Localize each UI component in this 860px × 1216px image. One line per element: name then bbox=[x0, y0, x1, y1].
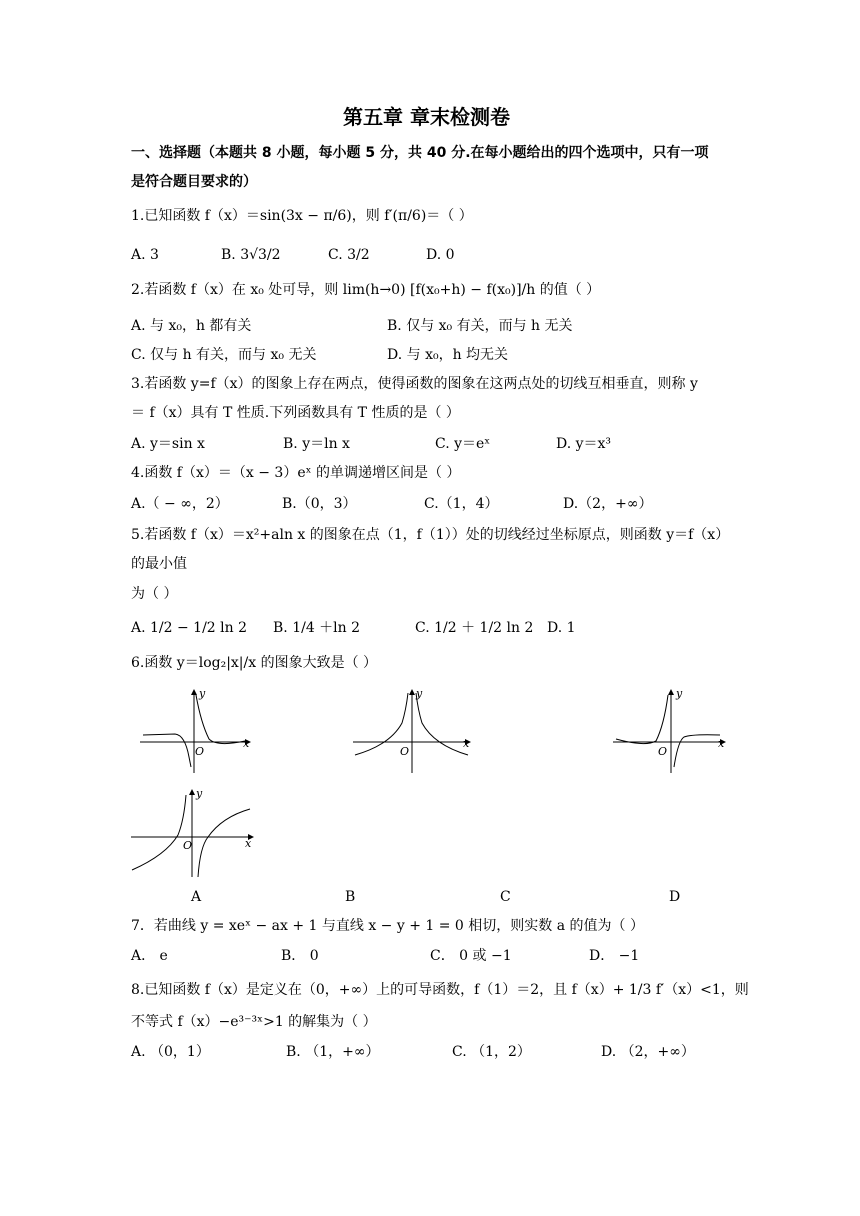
q6-graph-top-left bbox=[135, 685, 255, 775]
q6-graph-top-middle bbox=[350, 685, 475, 775]
q6-graph-top-right-y-label: y bbox=[676, 687, 683, 700]
q8-stem-line1: 8.已知函数 f（x）是定义在（0，+∞）上的可导函数，f（1）＝2，且 f（x）+ 1/3 f′（x）<1，则 bbox=[131, 982, 749, 998]
q5-option-a: A. 1/2 − 1/2 ln 2 bbox=[131, 620, 248, 636]
q7-option-b: B． 0 bbox=[281, 948, 319, 964]
q4-option-d: D.（2，+∞） bbox=[563, 496, 653, 512]
q7-stem: 7．若曲线 y = xeˣ − ax + 1 与直线 x − y + 1 = 0 相切，则实数 a 的值为（ ） bbox=[131, 918, 644, 934]
q1-option-d: D. 0 bbox=[426, 247, 455, 263]
q2-option-d: D. 与 x₀，h 均无关 bbox=[387, 347, 509, 363]
q4-option-c: C.（1，4） bbox=[424, 496, 499, 512]
q2-option-c: C. 仅与 h 有关，而与 x₀ 无关 bbox=[131, 347, 317, 363]
q6-graph-bottom-left-origin-label: O bbox=[183, 839, 193, 852]
q6-stem: 6.函数 y＝log₂|x|/x 的图象大致是（ ） bbox=[131, 655, 378, 671]
q5-stem-line3: 为（ ） bbox=[131, 586, 178, 602]
q5-option-d: D. 1 bbox=[547, 620, 576, 636]
q1-option-a: A. 3 bbox=[131, 247, 159, 263]
section-heading-line1: 一、选择题（本题共 8 小题，每小题 5 分，共 40 分.在每小题给出的四个选项中，只有一项 bbox=[131, 145, 709, 161]
q8-stem-line2: 不等式 f（x）−e³⁻³ˣ>1 的解集为（ ） bbox=[131, 1014, 377, 1030]
q3-option-d: D. y＝x³ bbox=[556, 436, 612, 452]
q8-option-c: C. （1，2） bbox=[452, 1044, 531, 1060]
q7-option-a: A． e bbox=[131, 948, 168, 964]
q6-graph-top-middle-origin-label: O bbox=[400, 745, 410, 758]
q1-option-c: C. 3/2 bbox=[328, 247, 370, 263]
q6-graph-top-left-x-label: x bbox=[243, 737, 250, 750]
q1-option-b: B. 3√3/2 bbox=[221, 247, 281, 263]
q5-stem-line1: 5.若函数 f（x）＝x²+aln x 的图象在点（1，f（1））处的切线经过坐标原点，则函数 y＝f（x） bbox=[131, 527, 730, 543]
q3-option-c: C. y＝eˣ bbox=[435, 436, 491, 452]
q3-stem-line1: 3.若函数 y=f（x）的图象上存在两点，使得函数的图象在这两点处的切线互相垂直，则称 y bbox=[131, 376, 698, 392]
q3-option-b: B. y＝ln x bbox=[283, 436, 350, 452]
q6-label-d: D bbox=[669, 889, 681, 905]
q6-label-c: C bbox=[500, 889, 511, 905]
q6-graph-top-left-origin-label: O bbox=[195, 745, 205, 758]
q7-option-c: C． 0 或 −1 bbox=[430, 948, 512, 964]
q6-graph-top-middle-x-label: x bbox=[463, 737, 470, 750]
q5-option-c: C. 1/2 ＋ 1/2 ln 2 bbox=[415, 620, 534, 636]
q7-option-d: D． −1 bbox=[589, 948, 640, 964]
q6-graph-bottom-left bbox=[128, 785, 258, 880]
q6-graph-top-middle-y-label: y bbox=[416, 687, 423, 700]
q8-option-a: A. （0，1） bbox=[131, 1044, 210, 1060]
q4-stem: 4.函数 f（x）＝（x − 3）eˣ 的单调递增区间是（ ） bbox=[131, 465, 461, 481]
page-title: 第五章 章末检测卷 bbox=[343, 105, 510, 129]
q5-option-b: B. 1/4 ＋ln 2 bbox=[273, 620, 361, 636]
q6-graph-top-right-origin-label: O bbox=[658, 745, 668, 758]
q6-graph-top-left-y-label: y bbox=[199, 687, 206, 700]
q6-label-a: A bbox=[191, 889, 202, 905]
q6-graph-bottom-left-y-label: y bbox=[196, 787, 203, 800]
q1-stem: 1.已知函数 f（x）＝sin(3x − π/6)，则 f′(π/6)＝（ ） bbox=[131, 208, 473, 224]
q4-option-a: A.（ − ∞，2） bbox=[131, 496, 229, 512]
q6-label-b: B bbox=[345, 889, 356, 905]
q8-option-b: B. （1，+∞） bbox=[286, 1044, 380, 1060]
q8-option-d: D. （2，+∞） bbox=[601, 1044, 695, 1060]
q3-option-a: A. y＝sin x bbox=[131, 436, 205, 452]
q6-graph-bottom-left-x-label: x bbox=[245, 837, 252, 850]
q6-graph-top-right bbox=[610, 685, 730, 775]
q4-option-b: B.（0，3） bbox=[282, 496, 357, 512]
q3-stem-line2: ＝ f（x）具有 T 性质.下列函数具有 T 性质的是（ ） bbox=[131, 405, 460, 421]
section-heading-line2: 是符合题目要求的） bbox=[131, 174, 257, 190]
q5-stem-line2: 的最小值 bbox=[131, 556, 187, 572]
q2-option-b: B. 仅与 x₀ 有关，而与 h 无关 bbox=[387, 318, 573, 334]
q2-stem: 2.若函数 f（x）在 x₀ 处可导，则 lim(h→0) [f(x₀+h) − f(x₀)]/h 的值（ ） bbox=[131, 282, 601, 298]
q2-option-a: A. 与 x₀，h 都有关 bbox=[131, 318, 252, 334]
q6-graph-top-right-x-label: x bbox=[718, 737, 725, 750]
